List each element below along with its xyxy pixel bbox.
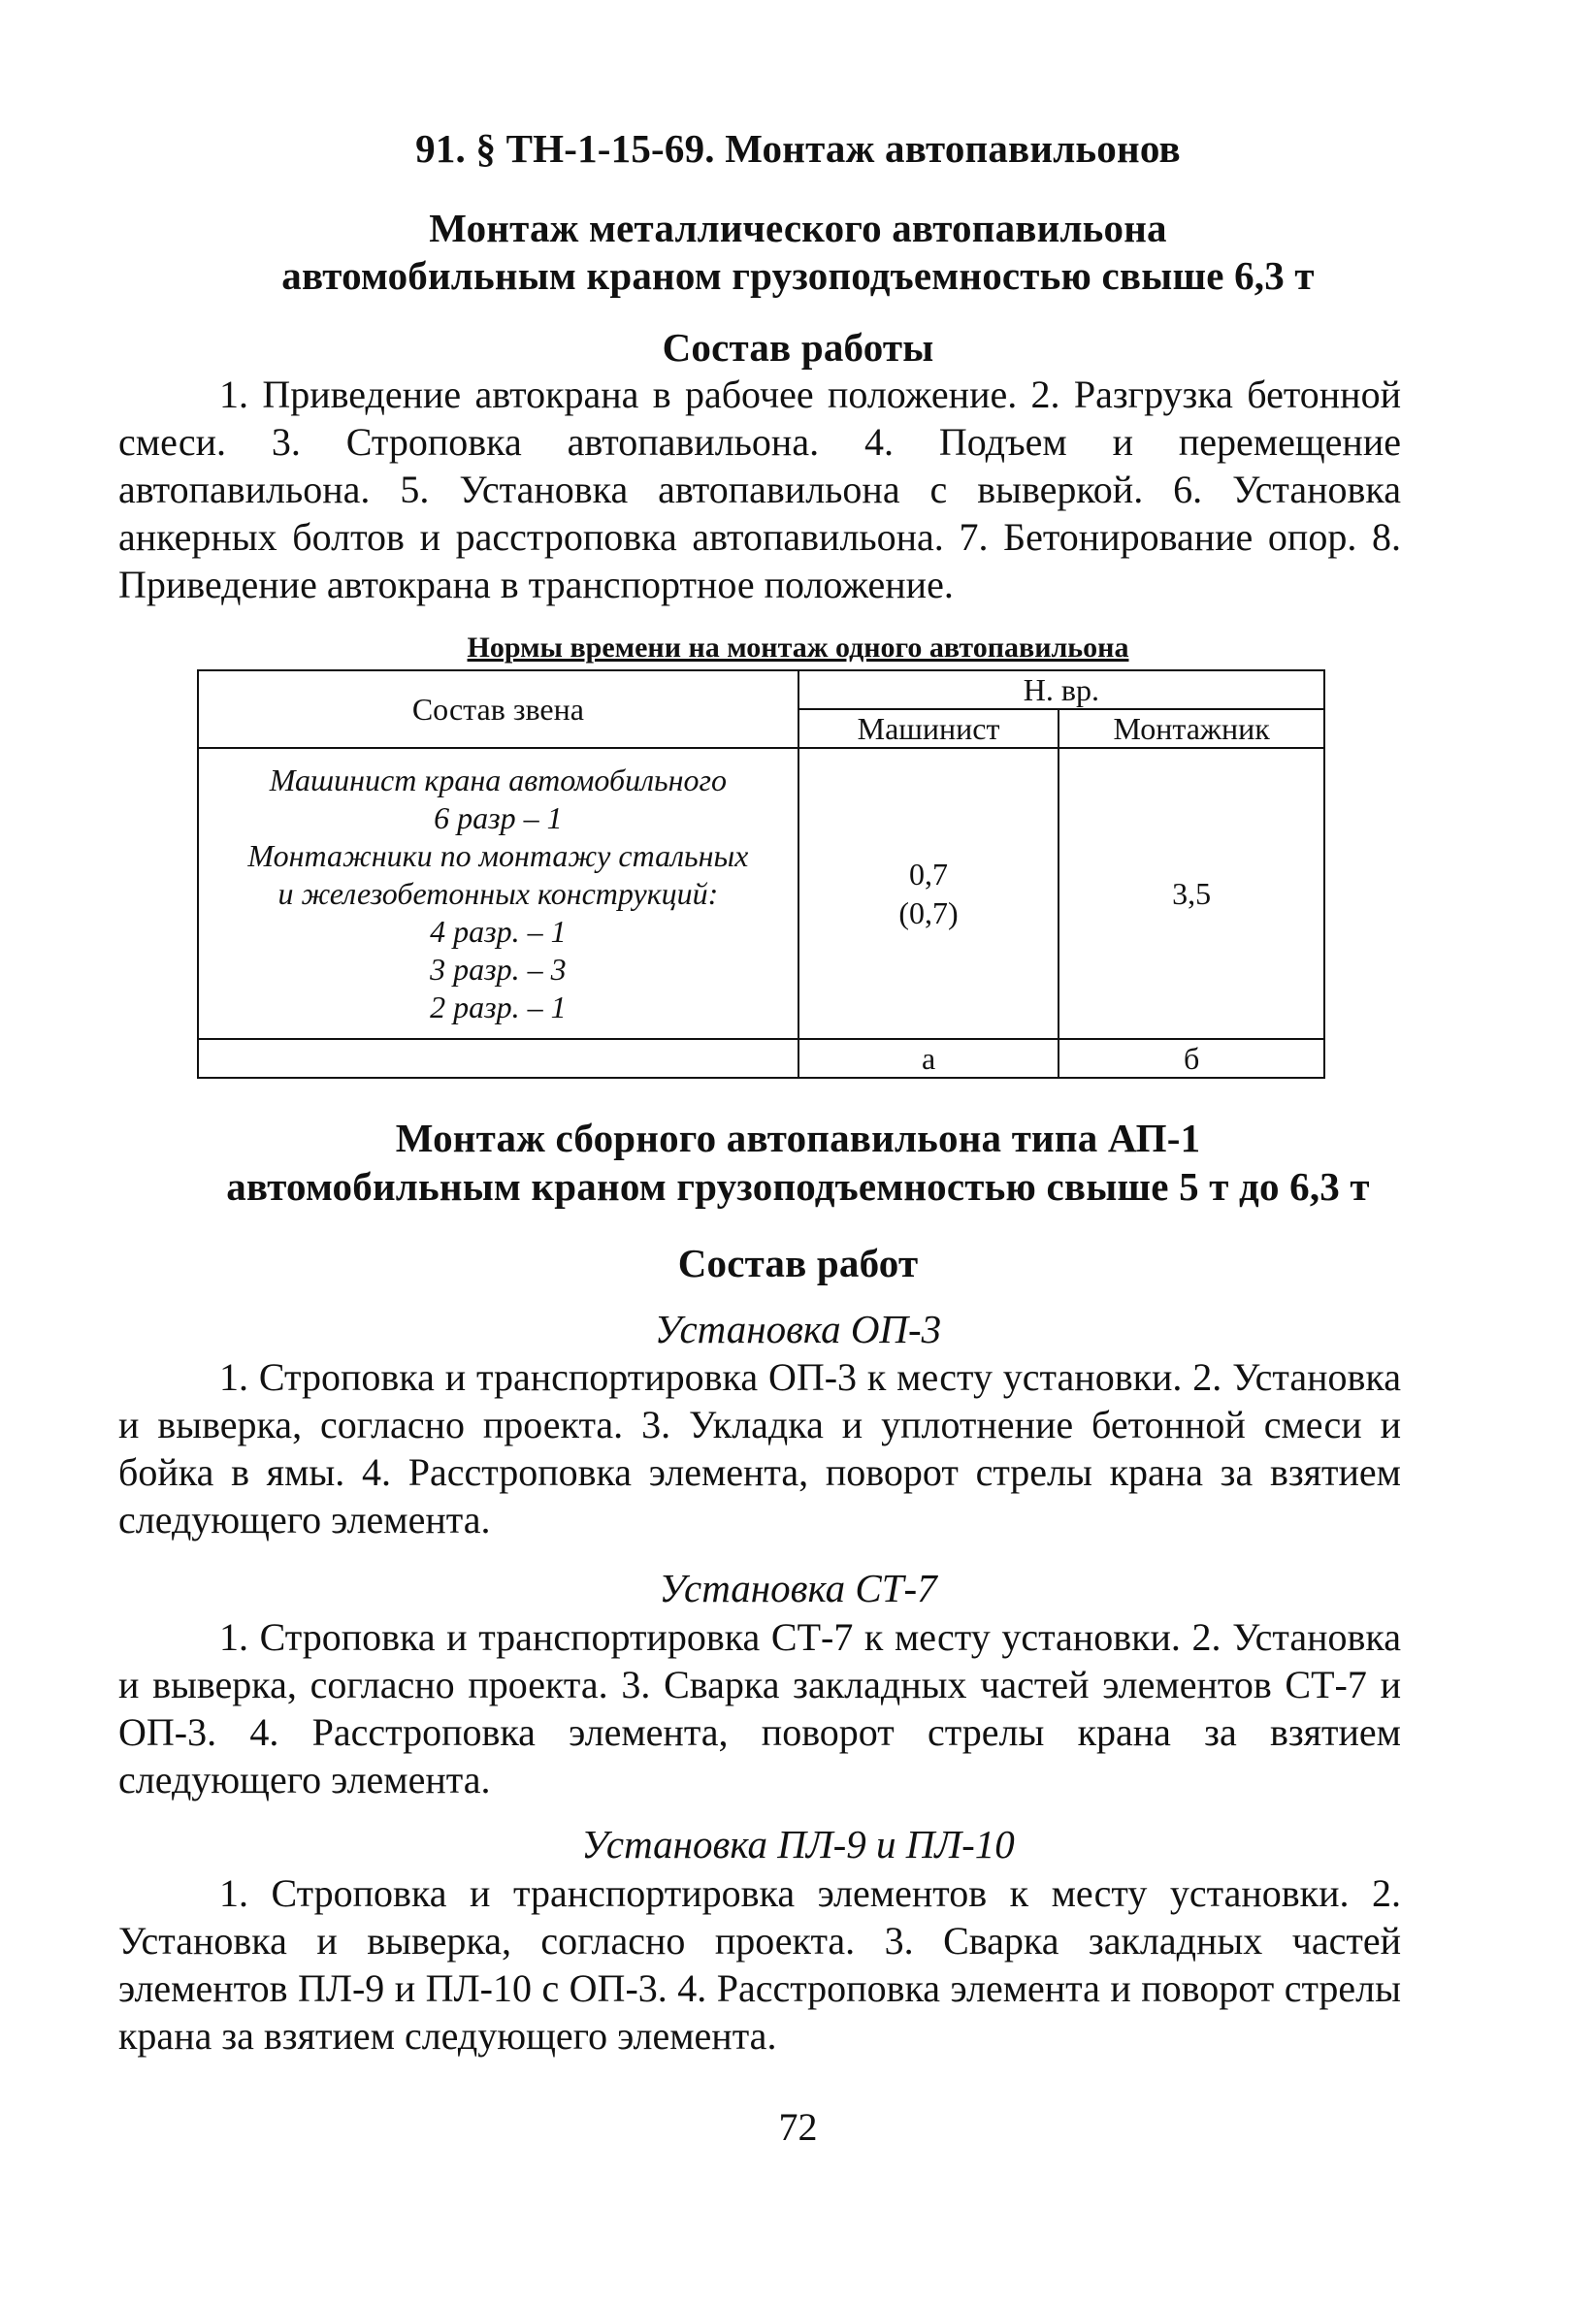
footer-a-cell: а [798,1039,1059,1078]
crew-line: Машинист крана автомобильного [269,762,727,797]
work-composition-text [118,371,1401,608]
crew-line: 6 разр – 1 [434,799,563,835]
table-caption: Нормы времени на монтаж одного автопавильона [467,632,1129,664]
machinist-value-cell [798,748,1059,1039]
subsection-heading-line2: автомобильным краном грузоподъемностью свыше 6,3 т [281,253,1315,298]
item-text-st7 [118,1613,1401,1803]
item-paragraph: 1. Строповка и транспортировка ОП-3 к месту установки. 2. Установка и выверка, согласно проекта. 3. Укладка и уплотнение бетонной смеси и бойка в ямы. 4. Расстроповка элемента, поворот стрелы крана за взятием следующего элемента. [118,1355,1401,1541]
page-number: 72 [778,2105,818,2149]
section2-heading-line1: Монтаж сборного автопавильона типа АП-1 [395,1116,1201,1160]
header-norm-cell: Н. вр. [798,670,1324,709]
crew-composition-cell [198,748,798,1039]
subsection-heading-line1: Монтаж металлического автопавильона [429,206,1167,250]
crew-line: и железобетонных конструкций: [277,875,719,911]
machinist-value: 0,7 [909,857,949,892]
item-subtitle-pl9-pl10: Установка ПЛ-9 и ПЛ-10 [581,1822,1015,1866]
section-heading: 91. § ТН-1-15-69. Монтаж автопавильонов [415,126,1181,171]
installer-value-cell [1059,748,1324,1039]
item-paragraph: 1. Строповка и транспортировка СТ-7 к месту установки. 2. Установка и выверка, согласно проекта. 3. Сварка закладных частей элементов СТ-7 и ОП-3. 4. Расстроповка элемента, поворот стрелы крана за взятием следующего элемента. [118,1615,1401,1801]
header-machinist-cell: Машинист [798,709,1059,748]
header-installer-cell: Монтажник [1059,709,1324,748]
footer-empty-cell [198,1039,798,1078]
item-text-op3 [118,1353,1401,1543]
crew-line: 3 разр. – 3 [430,951,567,987]
header-crew-cell: Состав звена [198,670,798,748]
item-paragraph: 1. Строповка и транспортировка элементов к месту установки. 2. Установка и выверка, согласно проекта. 3. Сварка закладных частей элементов ПЛ-9 и ПЛ-10 с ОП-3. 4. Расстроповка элемента и поворот стрелы крана за взятием следующего элемента. [118,1871,1401,2058]
machinist-value-paren: (0,7) [898,895,959,930]
section2-work-title: Состав работ [677,1241,919,1285]
item-subtitle-st7: Установка СТ-7 [659,1566,937,1610]
item-text-pl9-pl10 [118,1869,1401,2060]
item-subtitle-op3: Установка ОП-3 [654,1307,942,1351]
work-composition-title: Состав работы [662,325,934,370]
crew-line: 2 разр. – 1 [430,989,567,1024]
footer-b-cell: б [1059,1039,1324,1078]
crew-line: 4 разр. – 1 [430,913,567,949]
installer-value: 3,5 [1172,876,1212,911]
work-composition-paragraph: 1. Приведение автокрана в рабочее положение. 2. Разгрузка бетонной смеси. 3. Строповка автопавильона. 4. Подъем и перемещение автопавильона. 5. Установка автопавильона с выверкой. 6. Установка анкерных болтов и расстроповка автопавильона. 7. Бетонирование опор. 8. Приведение автокрана в транспортное положение. [118,373,1401,606]
section2-heading-line2: автомобильным краном грузоподъемностью свыше 5 т до 6,3 т [226,1164,1370,1209]
crew-line: Монтажники по монтажу стальных [247,837,749,873]
time-norms-table [197,669,1325,1079]
